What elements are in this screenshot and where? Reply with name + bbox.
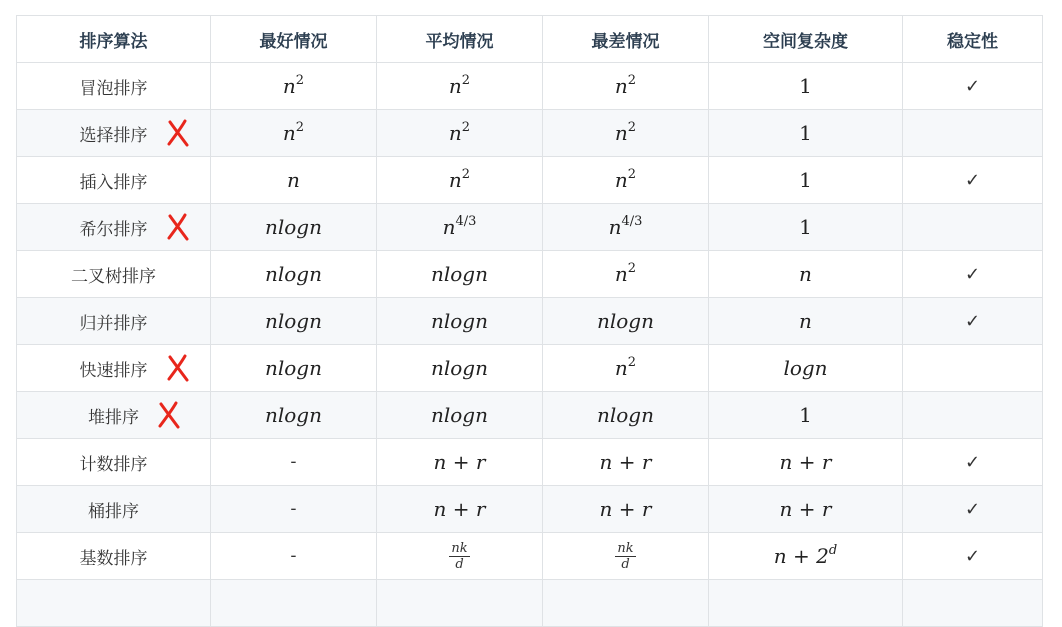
space-complexity-cell [709, 157, 903, 204]
table-row [17, 533, 1043, 580]
average-case-cell [377, 486, 543, 533]
worst-case-cell [543, 204, 709, 251]
algorithm-name: 桶排序 [88, 501, 139, 522]
algorithm-name: 选择排序 [79, 125, 148, 146]
header-best-case: 最好情况 [211, 16, 377, 63]
header-row [17, 16, 1043, 63]
stable-check-icon: ✓ [964, 310, 981, 332]
complexity-expression: nlogn [430, 403, 488, 427]
algorithm-name-cell [17, 580, 211, 627]
unstable-cross-icon [166, 354, 190, 382]
complexity-expression: n + r [433, 450, 486, 474]
algorithm-name: 基数排序 [79, 548, 148, 569]
average-case-cell [377, 533, 543, 580]
table-row [17, 580, 1043, 627]
algorithm-name-wrap [80, 450, 148, 475]
algorithm-name: 希尔排序 [79, 219, 148, 240]
stable-check-icon: ✓ [964, 169, 981, 191]
complexity-expression: $n^{4/3}$ [608, 214, 643, 239]
complexity-expression: $n^2$ [282, 73, 305, 98]
complexity-expression: $n^2$ [448, 73, 471, 98]
algorithm-name-cell [17, 110, 211, 157]
stability-cell [903, 533, 1043, 580]
worst-case-cell [543, 439, 709, 486]
complexity-expression: 1 [799, 168, 812, 192]
complexity-expression: nlogn [264, 215, 322, 239]
fraction-expression: $\frac{nk}{d}$ [451, 540, 468, 572]
algorithm-name: 插入排序 [79, 172, 148, 193]
table-row [17, 439, 1043, 486]
algorithm-name-cell [17, 251, 211, 298]
worst-case-cell [543, 486, 709, 533]
table-row [17, 392, 1043, 439]
complexity-expression: nlogn [596, 403, 654, 427]
stability-cell [903, 486, 1043, 533]
best-case-cell [211, 204, 377, 251]
average-case-cell [377, 439, 543, 486]
algorithm-name-wrap [80, 544, 148, 569]
space-complexity-cell [709, 204, 903, 251]
table-row [17, 298, 1043, 345]
best-case-cell [211, 298, 377, 345]
complexity-expression: nlogn [264, 309, 322, 333]
space-complexity-cell [709, 392, 903, 439]
algorithm-name-cell [17, 439, 211, 486]
complexity-expression: $n^2$ [448, 120, 471, 145]
header-space-complexity: 空间复杂度 [709, 16, 903, 63]
space-complexity-cell [709, 439, 903, 486]
average-case-cell [377, 63, 543, 110]
algorithm-name-wrap [71, 262, 156, 287]
space-complexity-cell [709, 486, 903, 533]
unstable-cross-icon [157, 401, 181, 429]
worst-case-cell [543, 580, 709, 627]
complexity-expression: nlogn [264, 356, 322, 380]
average-case-cell [377, 157, 543, 204]
algorithm-name: 计数排序 [79, 454, 148, 475]
complexity-expression: $n^2$ [448, 167, 471, 192]
stability-cell [903, 63, 1043, 110]
stable-check-icon: ✓ [964, 263, 981, 285]
space-complexity-cell [709, 298, 903, 345]
algorithm-name-cell [17, 204, 211, 251]
table-body [17, 63, 1043, 627]
algorithm-name-wrap [80, 356, 148, 381]
stability-cell [903, 392, 1043, 439]
algorithm-name: 归并排序 [79, 313, 148, 334]
stability-cell [903, 345, 1043, 392]
best-case-cell [211, 110, 377, 157]
average-case-cell [377, 251, 543, 298]
average-case-cell [377, 204, 543, 251]
header-worst-case: 最差情况 [543, 16, 709, 63]
not-applicable-dash: - [290, 452, 297, 472]
space-complexity-cell [709, 251, 903, 298]
algorithm-name-wrap [80, 309, 148, 334]
worst-case-cell [543, 345, 709, 392]
algorithm-name-cell [17, 392, 211, 439]
sorting-complexity-table [16, 15, 1043, 627]
not-applicable-dash: - [290, 499, 297, 519]
complexity-expression: nlogn [264, 403, 322, 427]
algorithm-name-cell [17, 298, 211, 345]
space-complexity-cell [709, 110, 903, 157]
complexity-expression: $n^2$ [614, 120, 637, 145]
complexity-expression: $n^{4/3}$ [442, 214, 477, 239]
best-case-cell [211, 439, 377, 486]
best-case-cell [211, 157, 377, 204]
header-average-case: 平均情况 [377, 16, 543, 63]
algorithm-name-wrap [80, 168, 148, 193]
header-algorithm: 排序算法 [17, 16, 211, 63]
complexity-expression: $n^2$ [282, 120, 305, 145]
stability-cell [903, 580, 1043, 627]
complexity-expression: $n^2$ [614, 73, 637, 98]
complexity-expression: nlogn [264, 262, 322, 286]
algorithm-name: 快速排序 [79, 360, 148, 381]
complexity-expression: n + r [599, 497, 652, 521]
algorithm-name-wrap [88, 497, 139, 522]
complexity-expression: 1 [799, 403, 812, 427]
algorithm-name-wrap [80, 121, 148, 146]
algorithm-name-cell [17, 63, 211, 110]
table-row [17, 251, 1043, 298]
stable-check-icon: ✓ [964, 545, 981, 567]
stability-cell [903, 110, 1043, 157]
stability-cell [903, 157, 1043, 204]
stable-check-icon: ✓ [964, 451, 981, 473]
best-case-cell [211, 533, 377, 580]
algorithm-name: 二叉树排序 [71, 266, 156, 287]
algorithm-name-cell [17, 533, 211, 580]
best-case-cell [211, 345, 377, 392]
worst-case-cell [543, 157, 709, 204]
complexity-expression: n [287, 168, 300, 192]
space-complexity-cell [709, 580, 903, 627]
algorithm-name-wrap [88, 403, 139, 428]
complexity-expression: $n + 2^d$ [773, 543, 838, 568]
complexity-expression: nlogn [430, 309, 488, 333]
worst-case-cell [543, 251, 709, 298]
best-case-cell [211, 251, 377, 298]
algorithm-name-cell [17, 157, 211, 204]
stability-cell [903, 439, 1043, 486]
best-case-cell [211, 580, 377, 627]
algorithm-name-wrap [80, 74, 148, 99]
algorithm-name-wrap [80, 215, 148, 240]
best-case-cell [211, 486, 377, 533]
algorithm-name-cell [17, 486, 211, 533]
algorithm-name: 堆排序 [88, 407, 139, 428]
complexity-expression: n [799, 309, 812, 333]
stable-check-icon: ✓ [964, 75, 981, 97]
complexity-expression: n + r [433, 497, 486, 521]
table-row [17, 63, 1043, 110]
header-stability: 稳定性 [903, 16, 1043, 63]
complexity-expression: 1 [799, 74, 812, 98]
worst-case-cell [543, 63, 709, 110]
complexity-expression: $n^2$ [614, 167, 637, 192]
average-case-cell [377, 110, 543, 157]
table-row [17, 345, 1043, 392]
complexity-expression: $n^2$ [614, 261, 637, 286]
complexity-expression: n + r [779, 497, 832, 521]
complexity-expression: nlogn [596, 309, 654, 333]
worst-case-cell [543, 392, 709, 439]
table-row [17, 486, 1043, 533]
complexity-expression: 1 [799, 215, 812, 239]
table-row [17, 110, 1043, 157]
unstable-cross-icon [166, 213, 190, 241]
stability-cell [903, 298, 1043, 345]
table-row [17, 204, 1043, 251]
not-applicable-dash: - [290, 546, 297, 566]
unstable-cross-icon [166, 119, 190, 147]
worst-case-cell [543, 298, 709, 345]
average-case-cell [377, 345, 543, 392]
complexity-expression: $n^2$ [614, 355, 637, 380]
average-case-cell [377, 580, 543, 627]
best-case-cell [211, 63, 377, 110]
average-case-cell [377, 392, 543, 439]
algorithm-name: 冒泡排序 [79, 78, 148, 99]
complexity-expression: n [799, 262, 812, 286]
complexity-expression: 1 [799, 121, 812, 145]
stability-cell [903, 251, 1043, 298]
best-case-cell [211, 392, 377, 439]
fraction-expression: $\frac{nk}{d}$ [617, 540, 634, 572]
worst-case-cell [543, 110, 709, 157]
space-complexity-cell [709, 345, 903, 392]
complexity-expression: logn [783, 356, 828, 380]
table-row [17, 157, 1043, 204]
algorithm-name-cell [17, 345, 211, 392]
space-complexity-cell [709, 63, 903, 110]
worst-case-cell [543, 533, 709, 580]
average-case-cell [377, 298, 543, 345]
stability-cell [903, 204, 1043, 251]
complexity-expression: nlogn [430, 262, 488, 286]
complexity-expression: n + r [779, 450, 832, 474]
stable-check-icon: ✓ [964, 498, 981, 520]
complexity-expression: nlogn [430, 356, 488, 380]
complexity-expression: n + r [599, 450, 652, 474]
space-complexity-cell [709, 533, 903, 580]
